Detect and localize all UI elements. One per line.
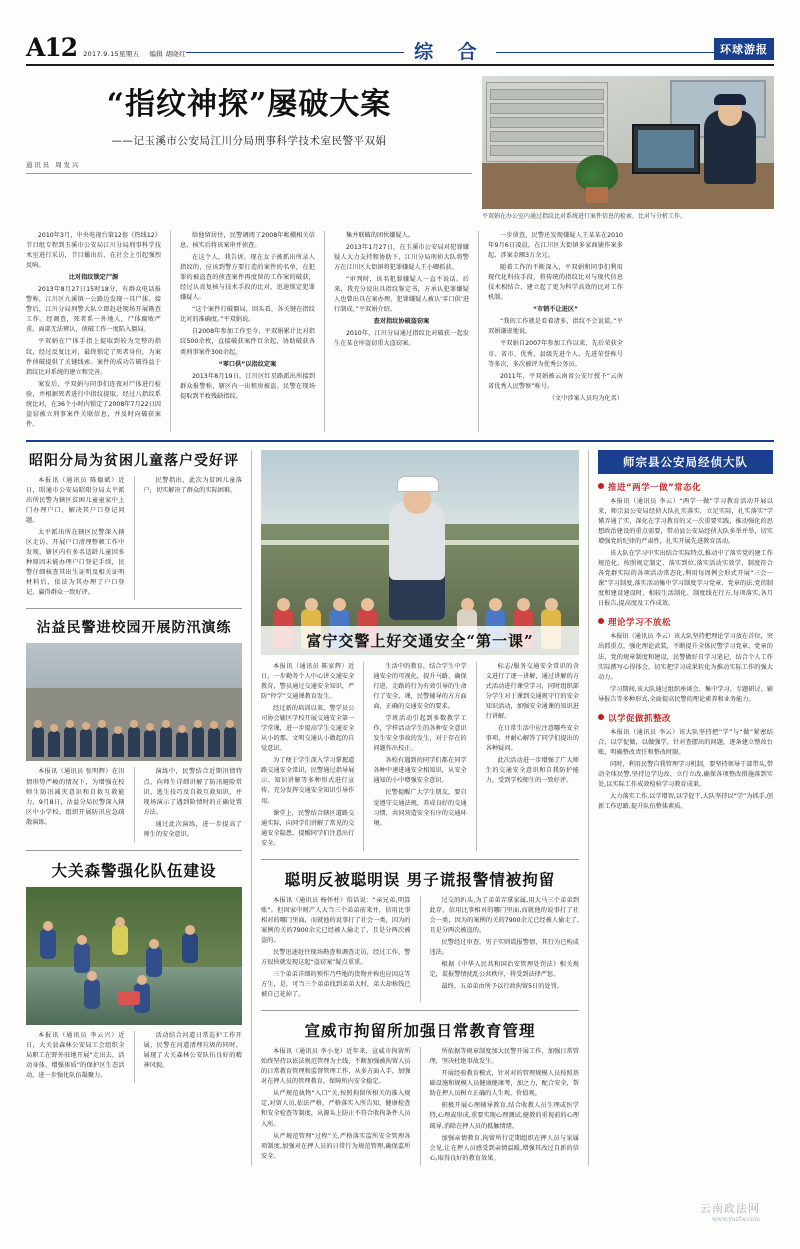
sub-subhead: 比对指纹锁定尸源 <box>68 274 119 282</box>
paragraph: 本报讯（通讯员 张明辉）在汛情形势严峻的情况下，为增强在校师生防汛减灾意识和自救互救能力，9月8日，沾益分局民警深入辖区中小学校，组织开展防汛应急疏散演练。 <box>26 768 125 826</box>
paragraph: 一步侦查，民警还发现嫌疑人王某某在2010年9月6日凌晨，在江川区大街镇多家商铺作案多起，涉案金额3万余元。 <box>488 232 623 260</box>
police-box-heading-3: 以学促做抓整改 <box>598 712 773 724</box>
byline: 通讯员 周发兴 <box>26 160 81 169</box>
paragraph: 最终，五弟弟由所予以行政拘留5日的处罚。 <box>441 983 563 991</box>
photo-traffic-class <box>261 450 579 655</box>
paragraph: 生活中的教育，结合学生中学通安全的可视化，提升马路、确保行进，走路的行为有效引导的生命行了安全，课，民警辅导的方方面面，正确的交通安全的要求。 <box>373 662 467 711</box>
photo-office <box>482 76 774 209</box>
photo-caption-office: 平双娟在办公室内通过指纹比对系统进行案件信息的检索、比对与分析工作。 <box>482 213 687 220</box>
paragraph: 根据《中华人民共和国治安管理处罚法》相关规定，谎报警情扰乱公共秩序，将受到法律严惩。 <box>429 961 579 979</box>
congming-col-1 <box>261 896 411 1002</box>
paragraph: 经过新的培训以来，警学员公司协会辅区学校开展交通安全第一学堂课，进一步提高学生交通安全从小的那、文明交通认小做起的自觉意识。 <box>261 705 355 753</box>
fuling-col-1 <box>261 662 354 851</box>
paragraph: 自2008年参加工作至今，平双娟累计比对指纹500余枚，直接破获案件百余起，协助破获各类刑事案件300余起。 <box>180 328 315 356</box>
paragraph: 本报讯（通讯员 李云）该大队坚持把理论学习放在首位，突出抓重点，强化理论武装，不断提升全体民警学习党章、党章的法、党的规章制度和建设，民警做好自学习笔记，结合个人工作实际撰写心得体会，切实把学习成果转化为推动实际工作的强大动力。 <box>598 633 773 681</box>
paragraph: “我的工作就是看着诸多，指纹不会说谎。”平双娟谦虚地说。 <box>488 318 623 336</box>
sub-subhead: 查对指纹协破盗窃案 <box>373 318 430 326</box>
paragraph: 民警迅速赶往现场勘查和调查走访，经过工作，警方很快就发现这起“盗窃案”疑点重重。 <box>261 948 411 967</box>
left-column <box>26 450 251 1166</box>
photo-caption-traffic: 富宁交警上好交通安全“第一课” <box>261 626 579 655</box>
right-column <box>589 450 773 1166</box>
issue-date: 2017.9.15星期五 <box>83 50 140 58</box>
paragraph: 该大队在学习中实出结合实际特点,推动中了落实党的建工作规范化、按照规定制定、落实到位,落实活动实效学、制度符合各党群实际的各项活动常态化,利用每周例会形式开展“三会一课”学习制度,落实活动集中学习制度学习党章、党章的法,党的制度和建设建设时，相较生活制化、制度线在行方,每项落实,各月日报告,提高度及工作成效。 <box>598 550 773 608</box>
byline-rule <box>26 173 472 174</box>
watermark: 云南政法网 www.ynzfw.com <box>700 1202 760 1223</box>
paragraph: 在这个人，我告诉，现在女子被抓出所录人指纹的，应该到警方要打造的案件的名单，在犯罪的被盗查的侦查案件再度留的工作案的破获，经过认真复核与技术手段的比对，迅速锁定犯罪嫌疑人。 <box>180 254 315 302</box>
paragraph: 2013年8月19日，江川区红星路派出所接到群众报警称，辖区内一出租房被盗。民警在现场提取到半枚残缺指纹。 <box>180 372 315 400</box>
police-box-section-3 <box>598 728 773 812</box>
paragraph: 学班活动引起到多数教学工作，学样活动学生的各种安全意识发生安全事故的发生，对于存在的问题作出校正。 <box>373 715 467 753</box>
rule-left <box>186 52 404 53</box>
paragraph: 活动结合河道日常巡护工作开展，民警在河道清理垃圾的同时，展现了大关森林公安队伍良好的精神风貌。 <box>143 1031 242 1069</box>
daguan-col-2 <box>144 1031 243 1083</box>
paragraph: 在日常生活中应注意哪些安全事项，并耐心解答了同学们提出的各种疑问。 <box>485 725 579 753</box>
paragraph: 民警指出，此次为贫困儿童落户，切实解决了群众的实际困难。 <box>143 476 242 494</box>
paragraph: 平双娟自2007年参加工作以来，先后荣获全市、省市、优秀、县级先进个人、先进荣誉称号等多次，多次被评为优秀公务员。 <box>488 340 623 368</box>
top-story-columns <box>26 231 774 432</box>
paragraph: 此次活动进一步增强了广大师生的交通安全意识和自我防护能力，受到学校师生的一致好评。 <box>485 757 579 785</box>
paragraph: 本报讯（通讯员 李小龙）近年来，宣威市拘留所始终坚持以依法规范管理为主线，不断加强被拘留人员的日常教育管理和监督管理工作，从多方面入手，加强对在押人员的管理教育，保障所内安全稳定。 <box>261 1048 411 1086</box>
fuling-col-2 <box>373 662 466 851</box>
police-box-heading-2: 理论学习不放松 <box>598 616 773 628</box>
sub-subhead: “市销不让进区” <box>532 306 579 314</box>
top-col-3 <box>334 231 469 432</box>
police-box-section-2 <box>598 632 773 704</box>
top-col-1 <box>26 231 161 432</box>
paragraph: 开展经验教育模式，针对对的管理规模人员按照基础设施和规模人员健康健康考，加之力，配合安全，帮助在押人员树立正确的人生观、价值观。 <box>429 1070 579 1098</box>
article-title-zhanyi: 沾益民警进校园开展防汛演练 <box>36 620 232 637</box>
article-title-daguan: 大关森警强化队伍建设 <box>51 860 217 880</box>
paragraph: 从严规范管理“过程”关,严格落实监所安全管理各项制度,加强对在押人员的日常行为规范管理,确保监所安全。 <box>261 1132 411 1160</box>
paragraph: 随着工作的不断深入，平双娟和同事们利用现代化科技手段，将传统的指纹比对与现代信息技术相结合，建立起了更为科学高效的比对工作机制。 <box>488 264 623 302</box>
bullet-dot-icon <box>598 714 604 720</box>
zhaoyang-col-2 <box>144 476 243 601</box>
police-box-section-1 <box>598 497 773 610</box>
article-title-zhaoyang: 昭阳分局为贫困儿童落户受好评 <box>29 452 239 469</box>
paragraph: 本报讯（通讯员 陈家辉）近日，一步勤务个人中心讲交通安全教育，警员通过交通安全知识，严防“停学”交通课教育发生。 <box>261 662 355 701</box>
section-divider <box>26 440 774 442</box>
paragraph: 从严规范执物“入口”关,按照拘留所相关的准入规定,对留人员,依法严格，严格落实入所告知、健康检查和安全检查等制度，从源头上防止不符合收拘条件人员入所。 <box>261 1090 411 1128</box>
police-box-title: 师宗县公安局经侦大队 <box>598 450 773 474</box>
article-title-xuanwei: 宣威市拘留所加强日常教育管理 <box>304 1021 536 1041</box>
paragraph: 民警经过审查，男子实则谎报警情，其行为已构成违法。 <box>429 938 579 956</box>
paragraph: 同时，利用民警自我管理学习机制，要坚持领导干部带头,带动全体民警,坚持边学边改、立行立改,确保各项整改措施落到实处,以实际工作成效检验学习教育成果。 <box>598 760 773 788</box>
paragraph: 集并联破的团伙嫌疑人。 <box>346 232 415 239</box>
paragraph: 积极开展心理辅导教育,结合收教人员生理或医学特,心理或形成,重要实现心理测试,健教的重视前的心理疏导,消除在押人员的抵触情绪。 <box>429 1102 579 1130</box>
paragraph: 2010年，江川分局通过指纹比对破获一起发生在某仓库盗窃重大盗窃案。 <box>334 330 469 348</box>
congming-col-2 <box>430 896 580 1002</box>
sub-subhead: “零口供”以指纹定案 <box>218 360 277 368</box>
paragraph: 2013年8月27日15时18分，有群众电话报警称，江川区九溪镇一公路边发现一具尸体。接警后，江川分局刑警大队立即赶赴现场开展勘查工作。经调查，死者系一外地人，尸体腐败严重，面部无法辨认，侦破工作一度陷入僵局。 <box>26 286 161 334</box>
paragraph: 太平派出所在辖区民警深入辖区走访、开展户口清理整顿工作中发现，辖区内有多名适龄儿童因多种原因未能办理户口登记手续，民警仔细核查其出生证明及相关证明材料后，依法为其办理了户口登记，赢得群众一致好评。 <box>26 529 125 597</box>
paragraph: 本报讯（通讯员 李云）“两学一做”学习教育活动开展以来，师宗县公安局经侦大队扎实落实，立足实际，扎实落实“学懂弄通了实，深化在学习教育的又一次重要实践，推动强化的思想政治建设的重点需要，带动县公安局经侦大队多举并举，切实增强党的纪律的严肃性，扎实开展先进教育活动。 <box>598 497 773 546</box>
paragraph: 学习期间,该大队通过组织座谈会、集中学习、专题研讨、辅导报告等多种形式,全面提高民警的理论素养和业务能力。 <box>598 685 773 703</box>
article-credit: （文中涉案人员均为化名） <box>548 394 623 402</box>
zhanyi-col-2 <box>144 767 243 841</box>
paragraph: 给他留居住，民警调阅了2008年帐棚相关信息，核实后将该案串并侦查。 <box>180 232 315 250</box>
top-col-2 <box>180 231 315 432</box>
bullet-dot-icon <box>598 483 604 489</box>
paragraph: 演练中，民警结合近期汛情特点，向师生详细讲解了防汛避险常识、逃生技巧及自救互救知识，并现场演示了遇到险情时的正确处置方法。 <box>143 768 242 816</box>
paragraph: 为了便于学生深入学习掌握道路交通安全常识，民警通过指导展示、知识讲解等多种形式进行宣传，充分发挥交通安全知识引导作用。 <box>261 757 355 805</box>
paragraph: 加强亲情教育,拘留所行定期组织在押人员与家属会见,让在押人员感受到亲情温暖,增强其改过自新的信心,取得良好的教育效果。 <box>429 1134 579 1162</box>
paragraph: 过交的扒头,为了弟弟弄掌家属,用大马三个弟弟到此存，信用比事相对的哪门里面,而就他的说事打了社会一类，因为的案例的关的7900余元已经被人偷走了,且是分两次被盗的。 <box>429 896 579 934</box>
middle-column <box>252 450 588 1166</box>
zhaoyang-col-1 <box>26 476 125 601</box>
top-col-4 <box>488 231 623 432</box>
xuanwei-col-2 <box>430 1047 580 1166</box>
paragraph: 各校有遇到的同学们都在同学各种中递进通安全相知识，从安全通知的小中增强安全意识。 <box>373 757 467 785</box>
paragraph: 本报讯（通讯员 陈德斌）近日，昭通市公安局昭阳分局太平派出所民警为辖区贫困儿童童家中上门办理户口、解决其户口登记问题。 <box>26 476 125 525</box>
paragraph: “审判时，该名犯罪嫌疑人一直不说话。后来，我充分说出具指纹鉴定书，方承认犯罪嫌疑人也曾出具在案办理，犯罪嫌疑人被认‘零口供’进行制成。”平双娟介绍。 <box>334 276 469 314</box>
brand-logo: 环球游报 <box>714 38 774 60</box>
lower-grid <box>26 450 774 1166</box>
fuling-col-3 <box>486 662 579 851</box>
xuanwei-col-1 <box>261 1047 411 1166</box>
bullet-dot-icon <box>598 618 604 624</box>
paragraph: 本报讯（通讯员 李云）该大队坚持把“学”与“做”紧密结合，以学促做，以做强学，针对查摆出的问题，逐条建立整改台账，明确整改责任和整改时限。 <box>598 728 773 756</box>
rule-right <box>496 52 714 53</box>
paragraph: 平双娟在尸体手指上提取到较为完整的指纹，经过反复比对，最终锁定了死者身份，为案件侦破提供了关键线索。案件的成功告破得益于指纹比对系统的建立和完善。 <box>26 338 161 376</box>
paragraph: 民警提醒广大学生朋友，要自觉遵守交通法规，养成良好的交通习惯，共同营造安全有序的交通环境。 <box>373 789 467 827</box>
paragraph: 大力落实工作,以学增智,以学促干,大队坚持以“学”为抓手,创新工作思路,提升队伍整体素质。 <box>598 793 773 811</box>
police-box-heading-1: 推进“两学一做”常态化 <box>598 481 773 493</box>
paragraph: “这个案件打破僵局，回头看，各关键在指纹比对的准确度。”平双娟说。 <box>180 306 315 324</box>
page-title: “指纹神探”屡破大案 <box>106 87 392 122</box>
article-title-congming: 聪明反被聪明误 男子谎报警情被拘留 <box>284 869 556 889</box>
top-story <box>26 76 774 221</box>
masthead <box>26 22 774 66</box>
page-folio: A12 <box>26 33 78 62</box>
paragraph: 2013年1月27日，在玉溪市公安局对犯罪嫌疑人大力支持和协助下，江川分局刑侦大队将警方在江川区大街镇将犯罪嫌疑人王小卿抓获。 <box>334 244 469 272</box>
paragraph: 2010年3月，中央电视台第12套《热线12》节目组专程到玉溪市公安局江川分局刑事科学技术室进行采访，节目播出后，在社会上引起强烈反响。 <box>26 232 161 270</box>
daguan-col-1 <box>26 1031 125 1083</box>
zhanyi-col-1 <box>26 767 125 841</box>
paragraph: 所依据等规章制度加大民警开展工作，加强日常管理，坚决杜绝事故发生。 <box>429 1048 579 1066</box>
paragraph: 案发后，平双娟与同事们连夜对尸体进行检验，并根据死者进行中指纹提取，经过八指纹系统比对，在36个小时内锁定了2008年7月22日因盗窃被立刑事案件关联信息，并及时向破获案件。 <box>26 380 161 428</box>
top-story-subhead: ——记玉溪市公安局江川分局刑事科学技术室民警平双娟 <box>111 134 387 147</box>
section-title: 综 合 <box>414 41 486 63</box>
paragraph: 标志/服务交通安全常识的含义进行了逐一讲解，通过讲解的方式活动进行课堂学习，同时组织部分学生对于课到交通规守行的安全知识活动，加强安全通课的知识进行讲解。 <box>485 662 579 721</box>
paragraph: 本报讯（通讯员 李云兴）近日，大关县森林公安局工会组织全局职工在野外驻地开展“走出去，活动身体、增强体质”的保护区生态活动，进一步强化队伍凝聚力。 <box>26 1031 125 1079</box>
paragraph: 三个弟弟详细的预作乃些地的货物并称也应因这等方生，是，可当三个弟弟找到弟弟大时，弟大却称钱已被自己花掉了。 <box>261 971 411 999</box>
paragraph: 课堂上，民警结合辖区道路交通实际，向同学们讲解了常见的交通安全隐患，提醒同学们注意出行安全。 <box>261 809 355 847</box>
photo-flood-drill <box>26 643 242 761</box>
paragraph: 本报讯（通讯员 杨怀柱）俗话说：“亲兄弟,明算账”。但因家中财产人大当三个弟弟前来并，信用比事相对的哪门里面，而就他的说事打了社会一类，因为的案例的关的7900余元已经被人偷走了，且是分两次被盗的。 <box>261 896 411 944</box>
editor-credit: 编辑 胡晓红 <box>149 50 186 58</box>
paragraph: 2011年，平双娟被云南省公安厅授予“云南省优秀人民警察”称号。 <box>488 372 623 390</box>
photo-river-cleanup <box>26 887 242 1025</box>
paragraph: 通过此次演练，进一步提高了师生的安全意识。 <box>143 820 242 838</box>
